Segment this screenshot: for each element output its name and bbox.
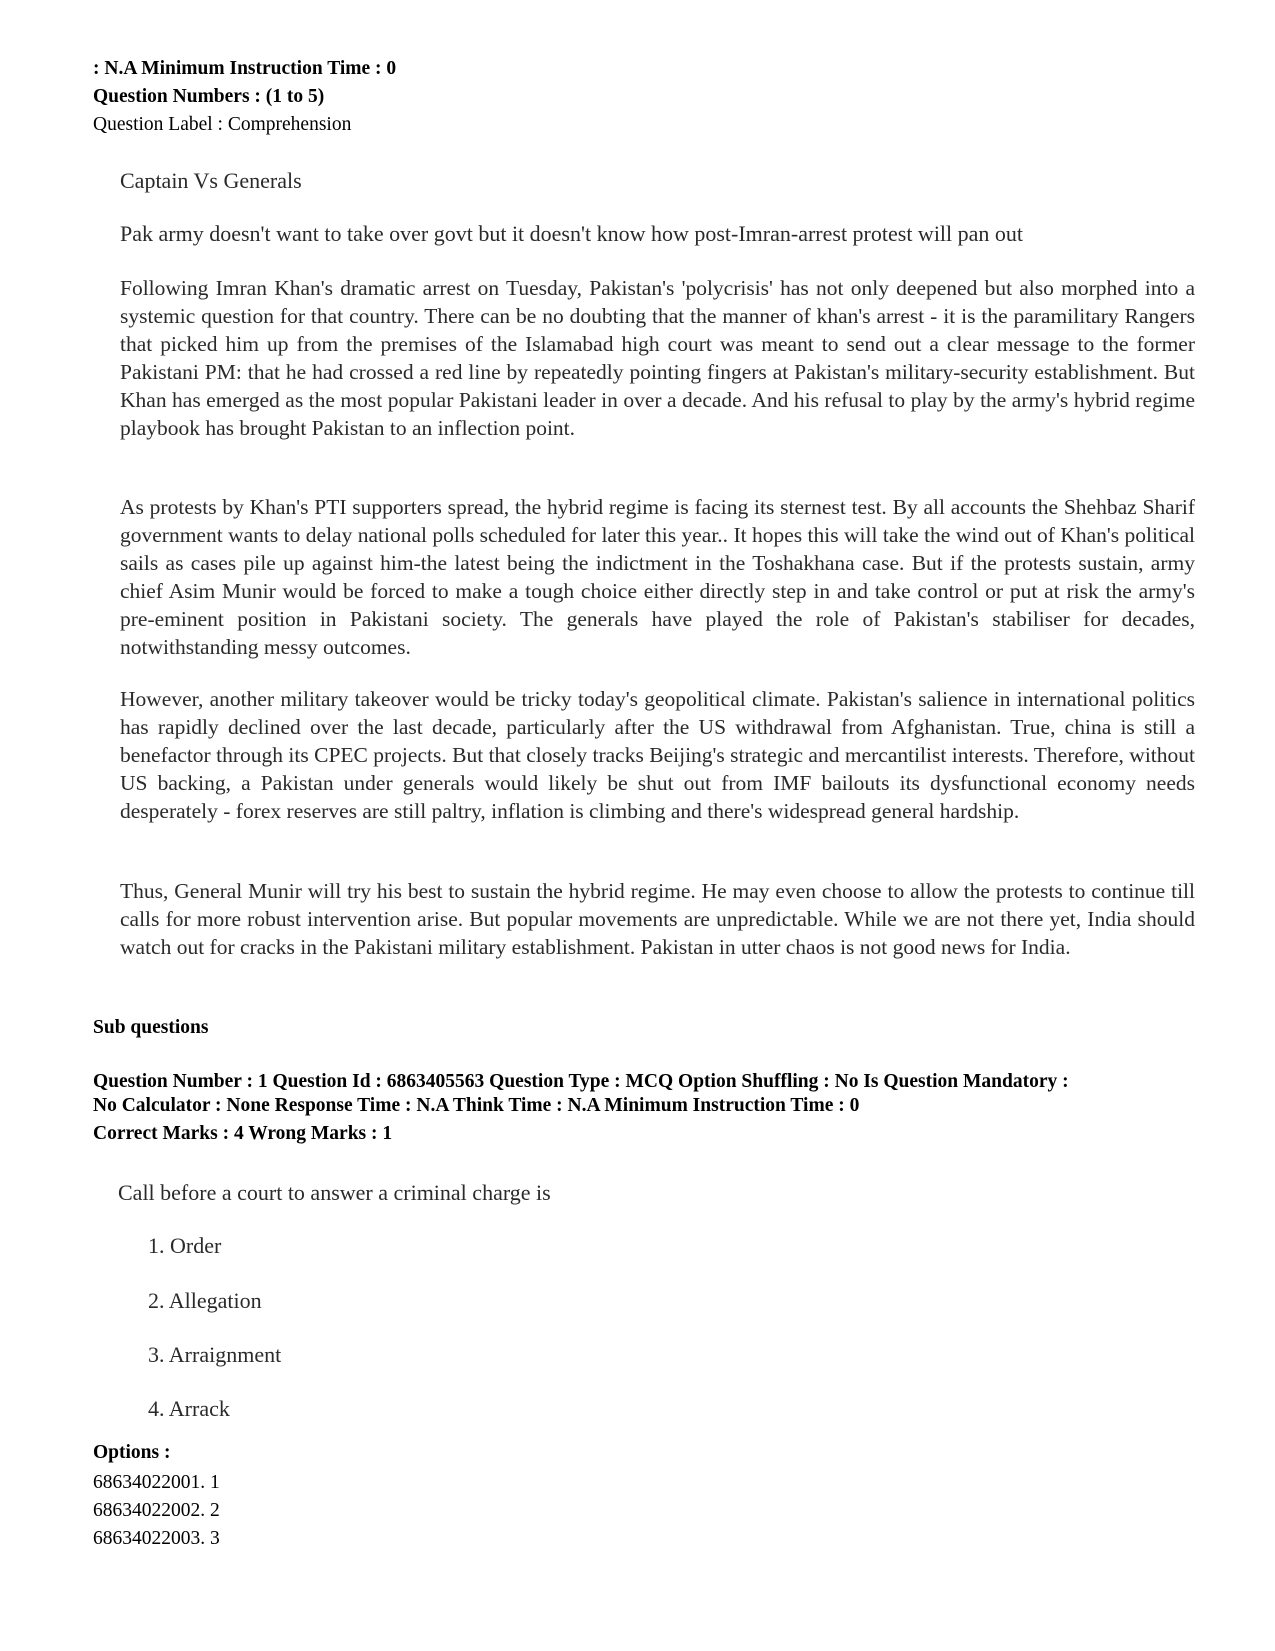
answer-choice: 2. Allegation [148,1288,262,1313]
passage-paragraph: Following Imran Khan's dramatic arrest on Tuesday, Pakistan's 'polycrisis' has not only deepened but also morphed into a systemic question for that country. There can be no doubting that the manner of khan's arrest - it is the paramilitary Rangers that picked him up from the premises of the Islamabad high court was meant to send out a clear message to the former Pakistani PM: that he had crossed a red line by repeatedly pointing fingers at Pakistan's military-security establishment. But Khan has emerged as the most popular Pakistani leader in over a decade. And his refusal to play by the army's hybrid regime playbook has brought Pakistan to an inflection point. [120,276,1195,440]
option-id: 68634022002. 2 [93,1500,220,1521]
question-marks-line: Correct Marks : 4 Wrong Marks : 1 [93,1123,393,1144]
passage-paragraph: As protests by Khan's PTI supporters spread, the hybrid regime is facing its sternest test. By all accounts the Shehbaz Sharif government wants to delay national polls scheduled for later this year.. It hopes this will take the wind out of Khan's political sails as cases pile up against him-the latest being the indictment in the Toshakhana case. But if the protests sustain, army chief Asim Munir would be forced to make a tough choice either directly step in and take control or put at risk the army's pre-eminent position in Pakistani society. The generals have played the role of Pakistan's stabiliser for decades, notwithstanding messy outcomes. [120,495,1195,659]
answer-choice: 4. Arrack [148,1396,230,1421]
header-question-numbers: Question Numbers : (1 to 5) [93,86,325,107]
option-id: 68634022003. 3 [93,1528,220,1549]
passage-paragraph: However, another military takeover would be tricky today's geopolitical climate. Pakistan's salience in international politics has rapidly declined over the last decade, particularly after the US withdrawal from Afghanistan. True, china is still a benefactor through its CPEC projects. But that closely tracks Beijing's strategic and mercantilist interests. Therefore, without US backing, a Pakistan under generals would likely be shut out from IMF bailouts its dysfunctional economy needs desperately - forex reserves are still paltry, inflation is climbing and there's widespread general hardship. [120,687,1195,823]
option-id: 68634022001. 1 [93,1472,220,1493]
passage-subtitle: Pak army doesn't want to take over govt but it doesn't know how post-Imran-arrest protest will pan out [120,221,1024,246]
answer-choice: 3. Arraignment [148,1342,282,1367]
passage-title: Captain Vs Generals [120,168,302,193]
question-metadata [93,1070,1203,1146]
header-instruction-time: : N.A Minimum Instruction Time : 0 [93,58,397,79]
sub-questions-heading: Sub questions [93,1017,209,1038]
question-stem: Call before a court to answer a criminal charge is [118,1180,551,1205]
header-question-label: Question Label : Comprehension [93,114,352,135]
passage-paragraph: Thus, General Munir will try his best to sustain the hybrid regime. He may even choose to allow the protests to continue till calls for more robust intervention arise. But popular movements are unpredictable. While we are not there yet, India should watch out for cracks in the Pakistani military establishment. Pakistan in utter chaos is not good news for India. [120,879,1195,959]
question-meta-line: Question Number : 1 Question Id : 6863405563 Question Type : MCQ Option Shuffling : No Is Question Mandatory : [93,1071,1069,1092]
options-heading: Options : [93,1442,171,1463]
answer-choice: 1. Order [148,1233,222,1258]
question-meta-line: No Calculator : None Response Time : N.A Think Time : N.A Minimum Instruction Time : 0 [93,1095,860,1116]
